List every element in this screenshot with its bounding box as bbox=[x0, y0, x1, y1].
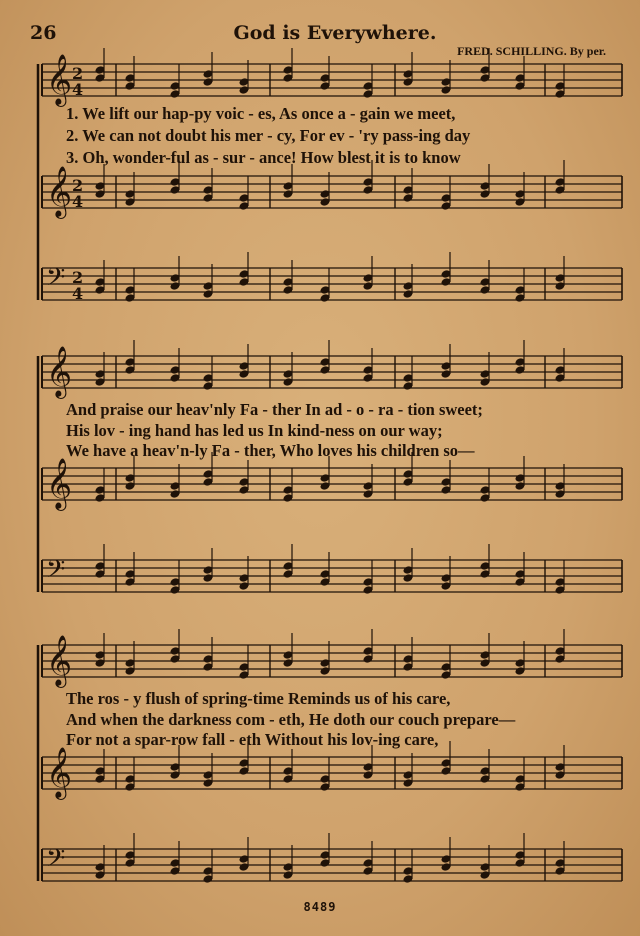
svg-text:𝄞: 𝄞 bbox=[46, 346, 73, 397]
lyric-line: 2. We can not doubt his mer - cy, For ev - 'ry pass-ing day bbox=[66, 126, 471, 145]
svg-text:4: 4 bbox=[72, 80, 84, 99]
lyric-line: The ros - y flush of spring-time Reminds us of his care, bbox=[66, 689, 451, 708]
lyric-line: For not a spar-row fall - eth Without his lov-ing care, bbox=[66, 730, 439, 749]
svg-text:𝄢: 𝄢 bbox=[46, 555, 66, 590]
staff-lines bbox=[38, 64, 622, 881]
note-heads bbox=[95, 48, 566, 884]
plate-number: 8489 bbox=[303, 900, 337, 914]
svg-text:2: 2 bbox=[72, 176, 84, 195]
svg-text:2: 2 bbox=[72, 268, 84, 287]
svg-text:4: 4 bbox=[72, 284, 84, 303]
hymn-title: God is Everywhere. bbox=[233, 22, 437, 44]
svg-text:𝄞: 𝄞 bbox=[46, 747, 73, 798]
lyric-line: 1. We lift our hap-py voic - es, As once a - gain we meet, bbox=[66, 104, 456, 123]
lyric-line: His lov - ing hand has led us In kind-ness on our way; bbox=[66, 421, 443, 440]
svg-text:4: 4 bbox=[72, 192, 84, 211]
clefs bbox=[46, 54, 83, 879]
svg-text:2: 2 bbox=[72, 64, 84, 83]
svg-text:𝄞: 𝄞 bbox=[46, 458, 73, 509]
page-number: 26 bbox=[30, 22, 57, 44]
lyric-line: And when the darkness com - eth, He doth our couch prepare— bbox=[66, 710, 516, 729]
svg-text:𝄞: 𝄞 bbox=[46, 635, 73, 686]
lyric-line: And praise our heav'nly Fa - ther In ad - o - ra - tion sweet; bbox=[66, 400, 483, 419]
svg-text:𝄞: 𝄞 bbox=[46, 54, 73, 105]
composer-credit: FRED. SCHILLING. By per. bbox=[457, 44, 606, 58]
svg-text:𝄞: 𝄞 bbox=[46, 166, 73, 217]
lyric-line: We have a heav'n-ly Fa - ther, Who loves his children so— bbox=[66, 441, 475, 460]
lyric-line: 3. Oh, wonder-ful as - sur - ance! How blest it is to know bbox=[66, 148, 461, 167]
svg-text:𝄢: 𝄢 bbox=[46, 844, 66, 879]
svg-text:𝄢: 𝄢 bbox=[46, 263, 66, 298]
